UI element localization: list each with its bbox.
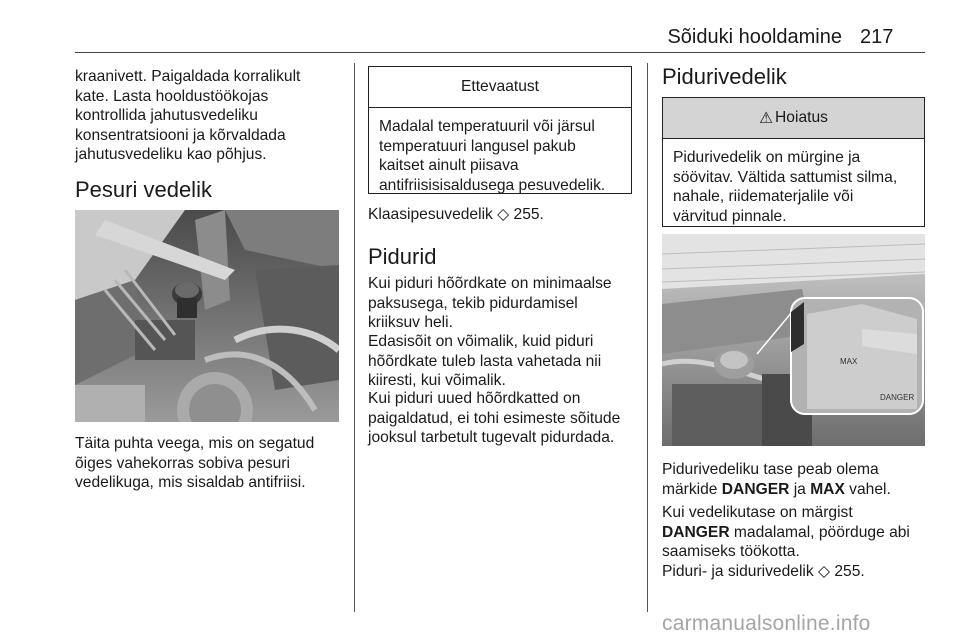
warning-title-bar: ⚠ Hoiatus [663,98,924,139]
washer-fluid-text: Täita puhta veega, mis on segatud õiges vahekorras sobiva pesuri vedelikuga, mis sisaldab antifriisi. [75,435,315,491]
page-reference-icon: ◇ [818,563,831,580]
washer-fluid-heading: Pesuri vedelik [75,177,212,202]
caution-title: Ettevaatust [369,67,631,108]
brakes-paragraph-1: Kui piduri hõõrdkate on minimaalse paksusega, tekib pidurdamisel kriiksuv heli. [368,275,612,331]
brakes-paragraph-2: Edasisõit on võimalik, kuid piduri hõõrdkate tuleb lasta vahetada nii kiiresti, kui võimalik. [368,333,602,389]
danger-mark-label: DANGER [880,393,915,402]
brake-fluid-level-text: Pidurivedeliku tase peab olema märkide DANGER ja MAX vahel. [662,461,891,498]
header-rule [75,52,925,53]
brake-fluid-low-text: Kui vedelikutase on märgist DANGER madalamal, pöörduge abi saamiseks töökotta. [662,504,910,560]
page-number: 217 [860,26,894,48]
warning-box [662,97,925,227]
brake-fluid-heading: Pidurivedelik [662,64,787,89]
page-header-title: Sõiduki hooldamine [667,26,842,48]
caution-text: Madalal temperatuuril või järsul temperatuuri langusel pakub kaitset ainult piisava antifriisisisaldusega pesuvedelik. [379,118,606,194]
brake-fluid-reservoir-photo [662,234,925,446]
max-mark-label: MAX [840,357,858,366]
brakes-heading: Pidurid [368,244,437,269]
column-divider-1 [354,63,355,612]
coolant-continuation-text: kraanivett. Paigaldada korralikult kate. Lasta hooldustöökojas kontrollida jahutusvedeliku konsentratsiooni ja kõrvaldada jahutusvedeliku kao põhjus. [75,68,301,163]
warning-text: Pidurivedelik on mürgine ja söövitav. Vältida sattumist silma, nahale, riidematerjalile või värvitud pinnale. [673,149,898,225]
washer-fluid-reference[interactable]: Klaasipesuvedelik ◇ 255. [368,206,544,223]
caution-box [368,66,632,194]
page-reference-icon: ◇ [497,206,510,223]
washer-reservoir-photo [75,210,339,422]
watermark: carmanualsonline.info [662,612,871,635]
brakes-paragraph-3: Kui piduri uued hõõrdkatted on paigaldatud, ei tohi esimeste sõitude jooksul tarbetult tugevalt pidurdada. [368,390,621,446]
warning-triangle-icon: ⚠ [759,109,774,127]
brake-clutch-fluid-reference[interactable]: Piduri- ja sidurivedelik ◇ 255. [662,563,865,580]
column-divider-2 [647,63,648,612]
